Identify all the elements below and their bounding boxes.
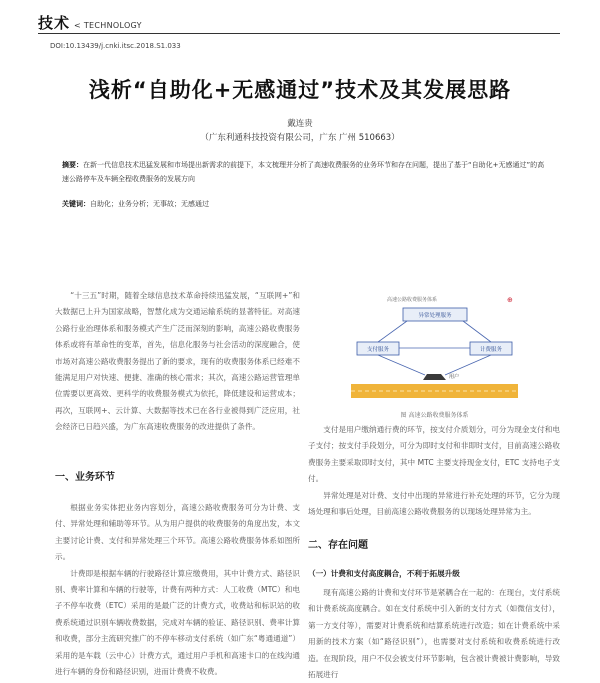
- journal-header: [38, 12, 142, 33]
- subsection-1-paragraph: 现有高速公路的计费和支付环节是紧耦合在一起的：在现台，支付系统和计费系统高度耦合。如在支付系统中引入新的支付方式（如微信支付），第一方支付等），需要对计费系统和结算系统进行改造；如在计费系统中采用新的技术方案（如“路径识别”），也需要对支付系统和收费系统进行改造。在现阶段，用户不仅会被支付环节影响，包含被计费被计费影响，导致拓展进行: [308, 588, 560, 680]
- subsection-1-heading: （一）计费和支付高度耦合，不利于拓展升级: [308, 569, 460, 578]
- right-column-body: [308, 422, 560, 520]
- article-title: 浅析“自助化+无感通过”技术及其发展思路: [88, 78, 512, 102]
- affiliation: （广东利通科技投资有限公司，广东 广州 510663）: [200, 133, 400, 143]
- exception-paragraph: 异常处理是对计费、支付中出现的异常进行补充处理的环节，它分为现场处理和事后处理，目前高速公路收费服务的以现场处理异常为主。: [308, 490, 560, 517]
- column-title: 技术: [38, 14, 71, 32]
- section-1-paragraph: 根据业务实体把业务内容划分，高速公路收费服务可分为计费、支付、异常处理和辅助等环节。从为用户提供的收费服务的角度出发，本文主要讨论计费、支付和异常处理三个环节。高速公路收费服务体系如图所示。: [55, 503, 300, 562]
- box-payment-label: 支付服务: [366, 347, 390, 353]
- subsection-1-body: [308, 585, 560, 683]
- user-label: 用户: [449, 374, 460, 380]
- doi: DOI:10.13439/j.cnki.itsc.2018.S1.033: [50, 42, 181, 50]
- box-billing-label: 计费服务: [479, 347, 503, 353]
- header-rule: [38, 33, 560, 34]
- abstract-text: 在新一代信息技术迅猛发展和市场提出新需求的前提下，本文梳理并分析了高速收费服务的业务环节和存在问题，提出了基于“自助化+无感通过”的高速公路停车及车辆全程收费服务的发展方向: [62, 161, 545, 183]
- keywords: [62, 199, 548, 209]
- section-1-paragraph: 计费即是根据车辆的行驶路径计算应缴费用，其中计费方式、路径识别、费率计算和车辆的行驶等，计费有两种方式：人工收费（MTC）和电子不停车收费（ETC）采用的是最广泛的计费方式，收费站和标识站的收费系统通过识别车辆收费数据，完成对车辆的验证、路径识别、费率计算和收费，部分主流研究推广的不停车移动支付系统（如广东“粤通通道”）采用的是车载（云中心）计费方式，通过用户手机和高速卡口的在线沟通进行车辆的身份和路径识别，进而计费费不收费。: [55, 568, 300, 677]
- keywords-label: 关键词：: [62, 200, 90, 208]
- abstract-label: 摘要：: [62, 161, 83, 169]
- figure-top-label: 高速公路收费服务体系: [387, 297, 438, 303]
- section-1-body: [55, 500, 300, 680]
- service-system-figure: [347, 292, 522, 407]
- section-2-heading: 二、存在问题: [308, 540, 368, 551]
- author: 戴连贵: [287, 119, 313, 129]
- abstract: [62, 158, 548, 186]
- figure-caption: 图 高速公路收费服务体系: [400, 412, 469, 419]
- box-exception-label: 异常处理服务: [418, 313, 452, 319]
- intro-block: [55, 288, 300, 436]
- intro-paragraph: “十三五”时期，随着全球信息技术革命持续迅猛发展，“互联网+”和大数据已上升为国家战略，智慧化成为交通运输系统的显著特征。对高速公路行业治理体系和服务模式产生广泛而深刻的影响，高速公路收费服务体系或将有革命性的变革，首先，信息化服务与社会活动的深度融合，使市场对高速公路收费服务提出了新的要求，现有的收费服务体系已经难不能满足用户对快速、便捷、准确的核心需求；其次，高速公路运营管理单位需要以更高效、更科学的收费服务模式为依托，降低建设和运营成本；再次，互联网+、云计算、大数据等技术已在各行业被得到广泛应用，社会经济已日趋兴盛，为广东高速收费服务的改进提供了条件。: [55, 291, 300, 432]
- brand-logo-icon: ⊕: [507, 296, 513, 304]
- column-subtitle: < TECHNOLOGY: [74, 21, 142, 30]
- section-1-heading: 一、业务环节: [55, 472, 115, 483]
- keywords-text: 自助化；业务分析；无事故；无感通过: [90, 200, 209, 208]
- payment-paragraph: 支付是用户缴纳通行费的环节，按支付介质划分，可分为现金支付和电子支付；按支付手段划分，可分为即时支付和非即时支付，目前高速公路收费服务主要采取即时支付，其中 MTC 主要支持现金支付，ETC 支持电子支付。: [308, 425, 560, 484]
